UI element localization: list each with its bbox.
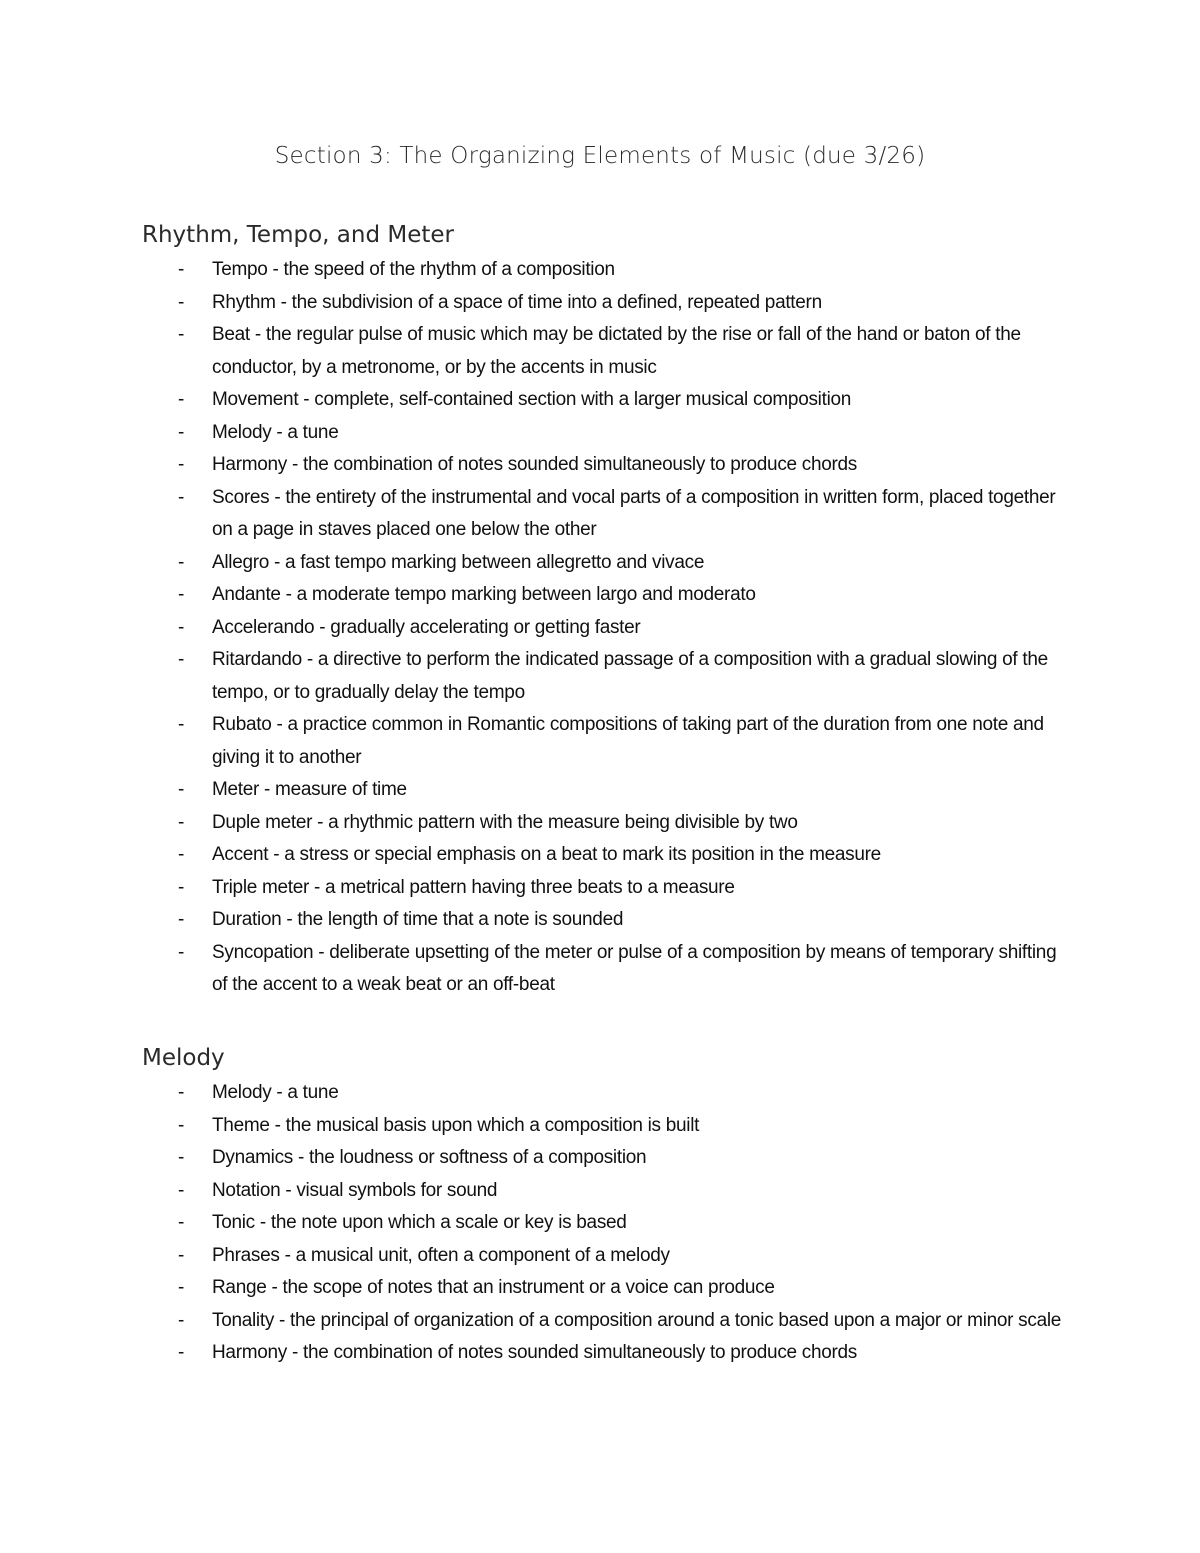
list-item: [142, 839, 1072, 872]
list-item: [142, 1272, 1072, 1305]
term-definition: Range - the scope of notes that an instrument or a voice can produce: [212, 1277, 775, 1298]
bullet-dash: -: [177, 421, 185, 443]
list-item: [142, 807, 1072, 840]
term-definition: Syncopation - deliberate upsetting of the meter or pulse of a composition by means of temporary shifting of the accent to a weak beat or an off-beat: [212, 941, 1057, 995]
bullet-dash: -: [177, 1244, 185, 1266]
list-item: [142, 937, 1072, 1002]
term-definition: Meter - measure of time: [212, 779, 407, 800]
document-title: Section 3: The Organizing Elements of Music (due 3/26): [274, 143, 926, 169]
bullet-dash: -: [177, 1309, 185, 1331]
term-definition: Accent - a stress or special emphasis on a beat to mark its position in the measure: [212, 844, 881, 865]
list-item: [142, 1240, 1072, 1273]
term-definition: Ritardando - a directive to perform the indicated passage of a composition with a gradual slowing of the tempo, or to gradually delay the tempo: [212, 649, 1048, 703]
list-item: [142, 547, 1072, 580]
bullet-dash: -: [177, 1147, 185, 1168]
list-item: [142, 417, 1072, 450]
section-heading: Melody: [142, 1045, 225, 1071]
bullet-dash: -: [177, 649, 185, 670]
bullet-dash: -: [177, 1179, 185, 1201]
section-melody: [142, 1043, 1072, 1370]
bullet-dash: -: [177, 259, 185, 280]
term-definition: Scores - the entirety of the instrumental and vocal parts of a composition in written form, placed together on a page in staves placed one below the other: [212, 486, 1056, 540]
bullet-dash: -: [177, 941, 185, 963]
term-definition: Rhythm - the subdivision of a space of time into a defined, repeated pattern: [212, 291, 822, 313]
bullet-dash: -: [177, 454, 185, 475]
list-item: [142, 612, 1072, 645]
list-item: [142, 287, 1072, 320]
bullet-dash: -: [177, 1277, 185, 1298]
bullet-dash: -: [177, 551, 185, 573]
list-item: [142, 384, 1072, 417]
list-item: [142, 1305, 1072, 1338]
bullet-dash: -: [177, 811, 185, 833]
bullet-dash: -: [177, 779, 185, 800]
term-definition: Melody - a tune: [212, 421, 339, 443]
bullet-dash: -: [177, 616, 185, 638]
list-item: [142, 254, 1072, 287]
list-item: [142, 1110, 1072, 1143]
term-definition: Theme - the musical basis upon which a composition is built: [212, 1114, 700, 1136]
list-item: [142, 709, 1072, 774]
term-definition: Tonality - the principal of organization of a composition around a tonic based upon a major or minor scale: [212, 1309, 1062, 1331]
list-item: [142, 774, 1072, 807]
list-item: [142, 1142, 1072, 1175]
term-definition: Movement - complete, self-contained section with a larger musical composition: [212, 389, 852, 410]
bullet-dash: -: [177, 324, 185, 345]
list-item: [142, 449, 1072, 482]
bullet-dash: -: [177, 389, 185, 410]
bullet-dash: -: [177, 584, 185, 605]
list-item: [142, 319, 1072, 384]
bullet-dash: -: [177, 291, 185, 313]
term-definition: Dynamics - the loudness or softness of a composition: [212, 1147, 647, 1168]
list-item: [142, 1077, 1072, 1110]
term-definition: Rubato - a practice common in Romantic compositions of taking part of the duration from one note and giving it to another: [212, 714, 1044, 768]
term-definition: Phrases - a musical unit, often a component of a melody: [212, 1244, 670, 1266]
bullet-dash: -: [177, 1342, 185, 1363]
list-item: [142, 1175, 1072, 1208]
list-item: [142, 644, 1072, 709]
term-definition: Harmony - the combination of notes sounded simultaneously to produce chords: [212, 1342, 857, 1363]
term-definition: Duple meter - a rhythmic pattern with the measure being divisible by two: [212, 811, 798, 833]
section-rhythm-tempo-meter: [142, 220, 1072, 1002]
section-heading: Rhythm, Tempo, and Meter: [142, 222, 454, 248]
bullet-dash: -: [177, 844, 185, 865]
term-list: [142, 1077, 1072, 1370]
list-item: [142, 904, 1072, 937]
term-definition: Triple meter - a metrical pattern having three beats to a measure: [212, 876, 735, 898]
term-definition: Tonic - the note upon which a scale or key is based: [212, 1212, 627, 1233]
bullet-dash: -: [177, 909, 185, 930]
term-definition: Tempo - the speed of the rhythm of a composition: [212, 259, 615, 280]
list-item: [142, 1207, 1072, 1240]
term-definition: Andante - a moderate tempo marking between largo and moderato: [212, 584, 756, 605]
term-definition: Accelerando - gradually accelerating or getting faster: [212, 616, 641, 638]
list-item: [142, 1337, 1072, 1370]
term-definition: Harmony - the combination of notes sounded simultaneously to produce chords: [212, 454, 857, 475]
bullet-dash: -: [177, 714, 185, 735]
list-item: [142, 872, 1072, 905]
term-definition: Beat - the regular pulse of music which may be dictated by the rise or fall of the hand or baton of the conductor, by a metronome, or by the accents in music: [212, 324, 1021, 378]
term-definition: Notation - visual symbols for sound: [212, 1179, 498, 1201]
term-list: [142, 254, 1072, 1002]
bullet-dash: -: [177, 1114, 185, 1136]
term-definition: Allegro - a fast tempo marking between allegretto and vivace: [212, 551, 705, 573]
term-definition: Melody - a tune: [212, 1082, 339, 1103]
bullet-dash: -: [177, 1212, 185, 1233]
list-item: [142, 482, 1072, 547]
term-definition: Duration - the length of time that a note is sounded: [212, 909, 624, 930]
bullet-dash: -: [177, 1082, 185, 1103]
bullet-dash: -: [177, 876, 185, 898]
bullet-dash: -: [177, 486, 185, 508]
list-item: [142, 579, 1072, 612]
